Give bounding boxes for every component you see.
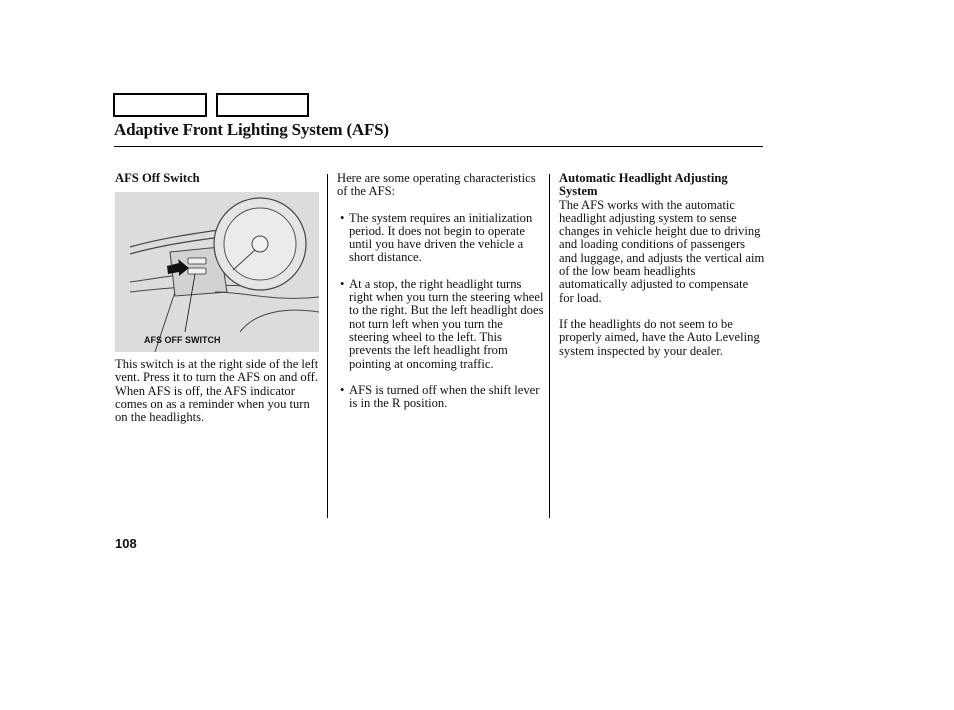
list-item: [337, 384, 545, 411]
list-item-text: At a stop, the right headlight turns right when you turn the steering wheel to the right. But the left headlight does not turn left when you turn the steering wheel to the left. This prevents the left headlight from pointing at oncoming traffic.: [349, 276, 544, 371]
dashboard-illustration: [115, 192, 319, 352]
afs-switch-description: This switch is at the right side of the left vent. Press it to turn the AFS on and off. When AFS is off, the AFS indicator comes on as a reminder when you turn on the headlights.: [115, 357, 319, 425]
bullet-icon: •: [340, 382, 345, 397]
nav-button-previous[interactable]: [113, 93, 207, 117]
auto-headlight-column: [559, 172, 765, 358]
figure-caption: AFS OFF SWITCH: [144, 335, 221, 345]
instrument-gauge-icon: [214, 198, 306, 290]
afs-off-switch-heading: AFS Off Switch: [115, 171, 200, 185]
list-item-text: AFS is turned off when the shift lever is in the R position.: [349, 382, 540, 411]
list-item: [337, 212, 545, 265]
auto-headlight-paragraph-2: If the headlights do not seem to be properly aimed, have the Auto Leveling system inspected by your dealer.: [559, 316, 760, 358]
auto-headlight-paragraph-1: The AFS works with the automatic headlight adjusting system to sense changes in vehicle height due to driving and loading conditions of passengers and luggage, and adjusts the vertical aim of the low beam headlights automatically adjusted to compensate for load.: [559, 197, 765, 305]
afs-switch-illustration: [115, 192, 319, 352]
nav-button-next[interactable]: [216, 93, 309, 117]
auto-headlight-heading: Automatic Headlight Adjusting System: [559, 171, 728, 199]
page-number: 108: [115, 536, 137, 551]
title-divider: [114, 146, 763, 147]
afs-characteristics-intro: Here are some operating characteristics of the AFS:: [337, 171, 536, 199]
column-divider-1: [327, 174, 328, 518]
list-item: [337, 278, 545, 371]
bullet-icon: •: [340, 276, 345, 291]
afs-characteristics-column: [337, 172, 545, 423]
column-divider-2: [549, 174, 550, 518]
bullet-icon: •: [340, 210, 345, 225]
list-item-text: The system requires an initialization period. It does not begin to operate until you have driven the vehicle a short distance.: [349, 210, 533, 265]
page-title: Adaptive Front Lighting System (AFS): [114, 120, 389, 139]
